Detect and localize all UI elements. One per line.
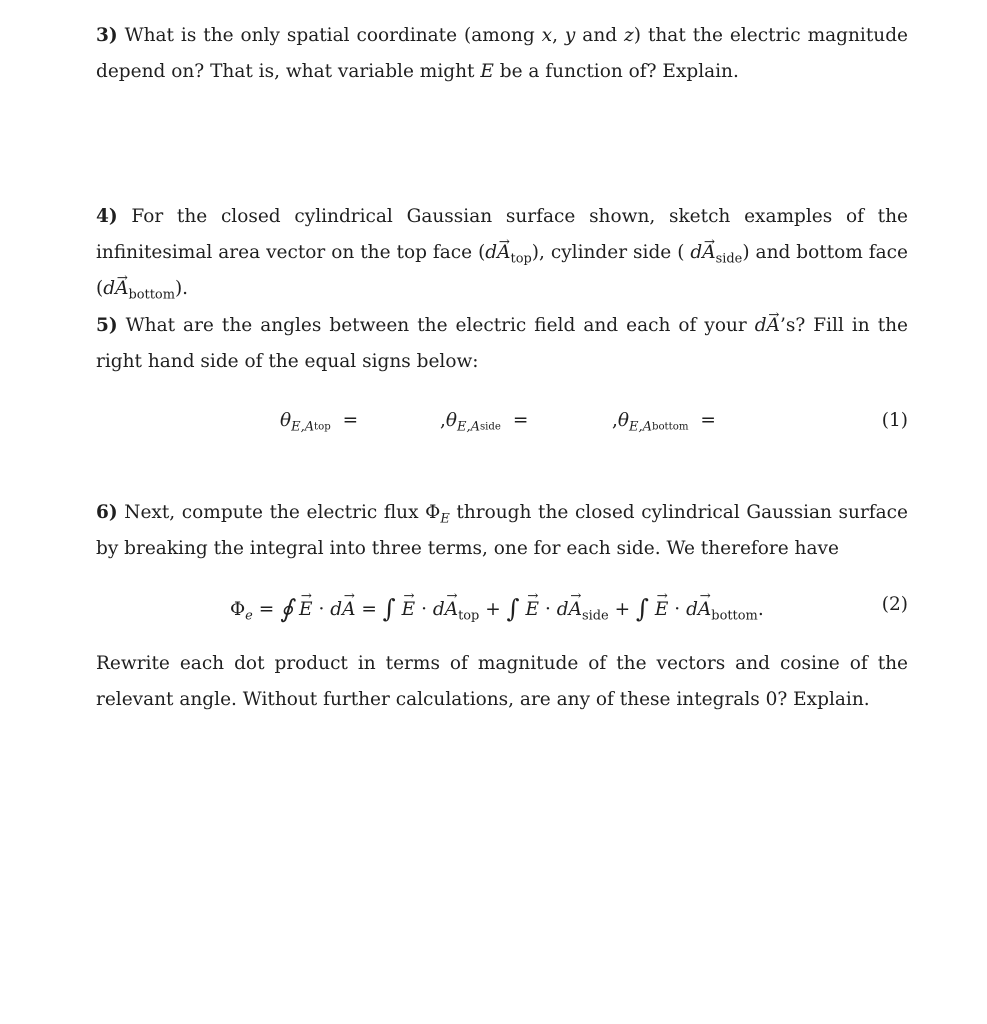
subscript-top: top [510,251,532,267]
angle-top [280,410,359,435]
equation-2 [96,586,908,626]
question-text: What is the only spatial coordinate (among [124,25,542,46]
question-number: 5) [96,315,118,336]
math-vector-A: → A [497,235,510,271]
math-d: d [330,599,343,621]
math-E: E [480,61,494,82]
equation-1 [96,402,908,442]
math-vector-E: → E [655,599,669,620]
math-y: y [564,25,576,46]
dot-operator: · [421,599,427,621]
question-number: 6) [96,502,118,523]
question-number: 3) [96,25,118,46]
angle-bottom [612,410,716,435]
plus-sign: + [485,599,501,621]
math-vector-A: → A [767,308,780,344]
dot-operator: · [674,599,681,621]
question-4 [96,199,908,307]
dot-operator: · [544,599,551,621]
math-vector-E: → E [402,599,416,620]
math-vector-A: → A [569,599,582,620]
math-d: d [556,599,569,621]
question-text: ), cylinder side ( [531,242,691,263]
math-d: d [432,599,445,621]
math-vector-A: → A [115,271,128,307]
question-text: ’s? Fill in the right hand side of the equal signs below: [96,315,909,372]
math-theta: θ [280,410,292,431]
math-vector-A: → A [342,599,355,620]
comma: , [612,410,618,431]
contour-integral-sign: ∮ [280,594,294,623]
math-z: z [624,25,634,46]
question-6-followup: Rewrite each dot product in terms of magnitude of the vectors and cosine of the relevant angle. Without further calculations, are any of these integrals 0? Explain. [96,653,908,710]
math-phi: Φ [230,599,246,621]
question-text: ) and bottom face ( [96,242,908,299]
subscript-side: side [479,421,501,433]
subscript-bottom: bottom [711,608,758,624]
question-6 [96,495,908,567]
equals-sign: = [700,410,716,431]
equals-sign: = [258,599,275,621]
question-text: Next, compute the electric flux Φ [124,502,441,523]
equation-number: (1) [881,410,908,431]
equals-sign: = [512,410,529,431]
integral-sign: ∫ [635,594,649,623]
period: . [757,599,764,621]
math-vector-A: → A [445,599,458,620]
question-text: ) that the electric magnitude depend on? That is, what variable might [96,25,908,82]
subscript-E: E [440,511,450,527]
math-x: x [541,25,553,46]
integral-sign: ∫ [382,594,396,623]
subscript-top: top [458,608,480,624]
math-vector-E: → E [299,599,313,620]
math-vector-A: → A [698,599,711,620]
angle-side [440,410,529,435]
math-theta: θ [617,410,630,431]
question-text: ). [174,278,189,299]
flux-integral [230,594,764,623]
subscript-top: top [314,421,331,433]
subscript-EA: E,A [629,419,652,435]
subscript-e: e [245,608,253,624]
equals-sign: = [361,599,377,621]
subscript-side: side [715,251,743,267]
math-vector-A: → A [702,235,715,271]
subscript-bottom: bottom [128,287,175,303]
math-d: d [754,315,767,336]
question-text: , [552,25,565,46]
math-d: d [485,242,498,263]
equals-sign: = [342,410,359,431]
math-theta: θ [445,410,458,431]
question-text: through the closed cylindrical Gaussian surface by breaking the integral into three terms, one for each side. We therefore have [96,502,908,559]
math-d: d [686,599,698,621]
question-text: be a function of? Explain. [493,61,739,82]
question-text: and [575,25,625,46]
math-d: d [103,278,116,299]
integral-sign: ∫ [506,594,520,623]
subscript-EA: E,A [291,419,315,435]
math-d: d [690,242,703,263]
question-text: For the closed cylindrical Gaussian surface shown, sketch examples of the infinitesimal area vector on the top face ( [96,206,908,263]
equation-number: (2) [881,594,908,615]
question-3 [96,18,908,90]
subscript-side: side [581,608,609,624]
question-5 [96,308,908,380]
question-number: 4) [96,206,118,227]
subscript-bottom: bottom [651,421,689,433]
math-vector-E: → E [526,599,540,620]
plus-sign: + [614,599,631,621]
dot-operator: · [318,599,325,621]
subscript-EA: E,A [457,419,480,435]
comma: , [440,410,446,431]
question-text: What are the angles between the electric field and each of your [125,315,755,336]
